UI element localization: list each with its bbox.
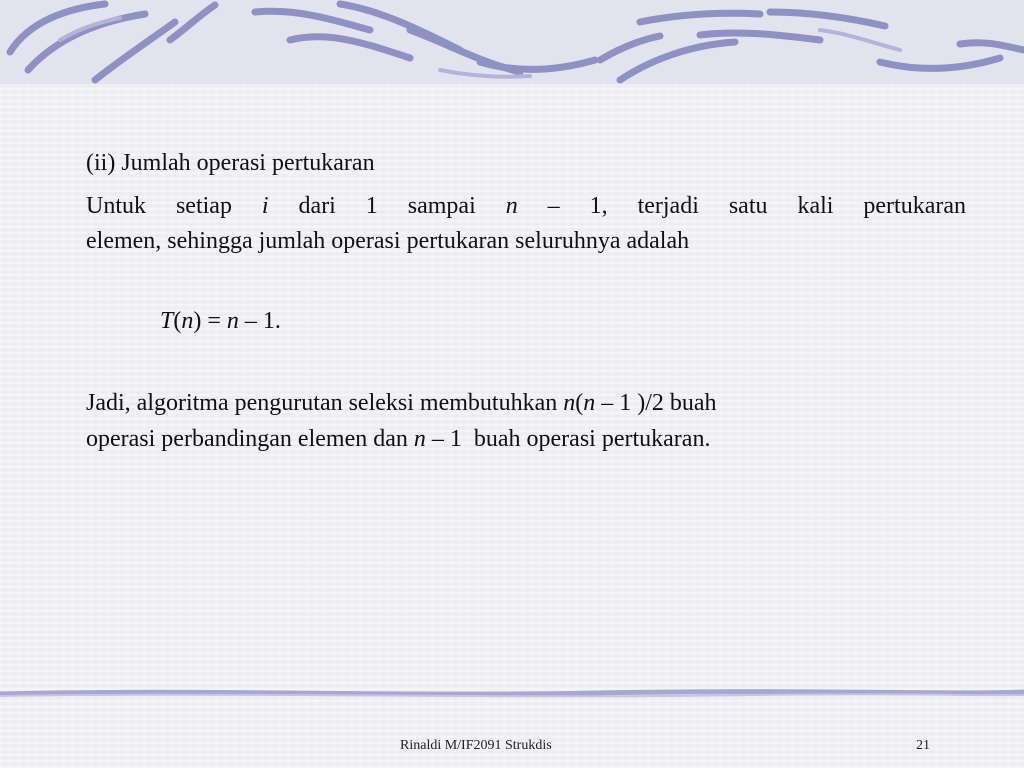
section-heading: (ii) Jumlah operasi pertukaran (86, 150, 375, 176)
footer-author: Rinaldi M/IF2091 Strukdis (400, 738, 552, 753)
conclusion-line-1: Jadi, algoritma pengurutan seleksi membutuhkan n(n – 1 )/2 buah (86, 390, 717, 416)
slide-body (86, 146, 966, 259)
paragraph-line-2: elemen, sehingga jumlah operasi pertukaran seluruhnya adalah (86, 228, 690, 254)
formula: T(n) = n – 1. (160, 308, 281, 334)
bottom-divider (0, 683, 1024, 705)
decorative-banner (0, 0, 1024, 84)
conclusion-line-2: operasi perbandingan elemen dan n – 1 buah operasi pertukaran. (86, 426, 711, 452)
page-number: 21 (916, 738, 930, 753)
paragraph-line-1: Untuk setiap i dari 1 sampai n – 1, terjadi satu kali pertukaran (86, 193, 967, 219)
conclusion-paragraph (86, 385, 966, 457)
